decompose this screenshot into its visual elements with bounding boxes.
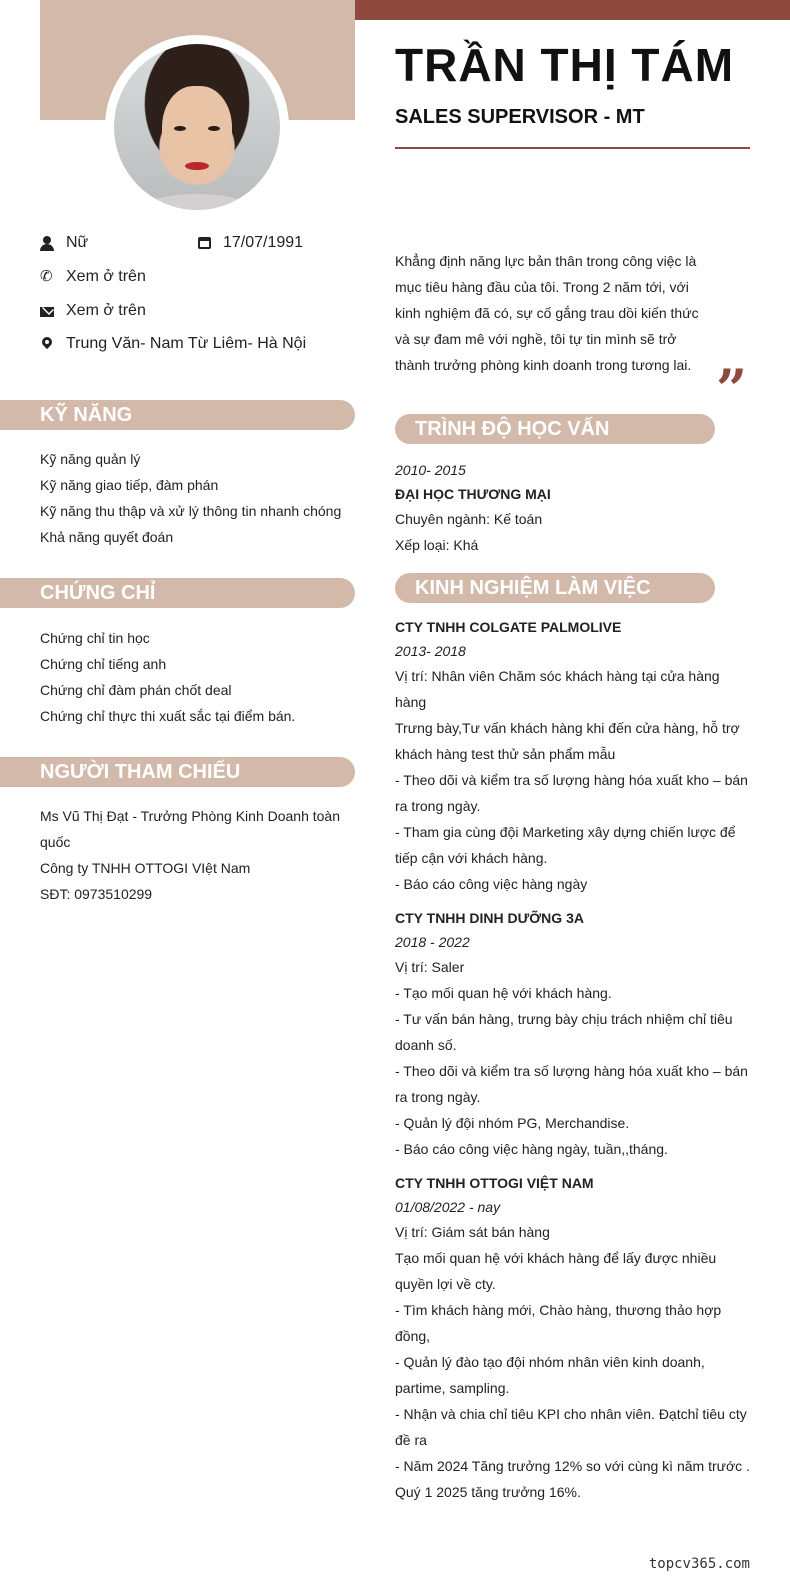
watermark: topcv365.com (648, 1556, 750, 1572)
job-period: 01/08/2022 - nay (395, 1199, 501, 1215)
job-line: - Tạo mối quan hệ với khách hàng. (395, 985, 612, 1001)
school-name: ĐẠI HỌC THƯƠNG MẠI (395, 486, 551, 502)
skills-list (40, 446, 350, 550)
references-list (40, 803, 350, 907)
job-entry (395, 615, 750, 897)
list-item: Kỹ năng thu thập và xử lý thông tin nhanh chóng (40, 503, 342, 519)
calendar-icon (198, 237, 211, 249)
email-value: Xem ở trên (66, 302, 146, 319)
job-line: - Báo cáo công việc hàng ngày, tuần,,tháng. (395, 1141, 668, 1157)
contact-phone (40, 268, 146, 286)
location-pin-icon (40, 337, 54, 351)
contact-email (40, 302, 146, 320)
references-heading: NGƯỜI THAM CHIẾU (0, 757, 355, 787)
title-divider (395, 147, 750, 149)
list-item: Ms Vũ Thị Đạt - Trưởng Phòng Kinh Doanh toàn quốc (40, 808, 341, 850)
contact-gender (40, 234, 88, 252)
job-period: 2013- 2018 (395, 643, 466, 659)
certificates-list (40, 625, 350, 729)
education-line: Chuyên ngành: Kế toán (395, 511, 543, 527)
job-line: Tạo mối quan hệ với khách hàng để lấy được nhiều quyền lợi về cty. (395, 1250, 717, 1292)
list-item: Kỹ năng giao tiếp, đàm phán (40, 477, 219, 493)
list-item: Công ty TNHH OTTOGI VIệt Nam (40, 860, 251, 876)
top-accent-bar (355, 0, 790, 20)
job-line: - Theo dõi và kiểm tra số lượng hàng hóa xuất kho – bán ra trong ngày. (395, 1063, 748, 1105)
list-item: SĐT: 0973510299 (40, 886, 153, 902)
user-icon (40, 236, 54, 250)
job-line: - Tư vấn bán hàng, trưng bày chịu trách nhiệm chỉ tiêu doanh số. (395, 1011, 733, 1053)
contact-birthday (198, 234, 303, 252)
job-line: Vị trí: Nhân viên Chăm sóc khách hàng tại cửa hàng hàng (395, 668, 720, 710)
list-item: Chứng chỉ đàm phán chốt deal (40, 682, 232, 698)
job-line: Vị trí: Giám sát bán hàng (395, 1224, 550, 1240)
avatar (114, 44, 280, 210)
experience-heading: KINH NGHIỆM LÀM VIỆC (395, 573, 715, 603)
company-name: CTY TNHH OTTOGI VIỆT NAM (395, 1175, 594, 1191)
list-item: Chứng chỉ tiếng anh (40, 656, 167, 672)
job-entry (395, 1171, 750, 1505)
gender-value: Nữ (66, 234, 89, 251)
job-line: - Tham gia cùng đội Marketing xây dựng chiến lược để tiếp cận với khách hàng. (395, 824, 736, 866)
job-entry (395, 906, 750, 1162)
education-line: Xếp loại: Khá (395, 537, 479, 553)
education-period: 2010- 2015 (395, 462, 466, 478)
job-line: Trưng bày,Tư vấn khách hàng khi đến cửa hàng, hỗ trợ khách hàng test thử sản phẩm mẫu (395, 720, 740, 762)
list-item: Chứng chỉ thực thi xuất sắc tại điểm bán. (40, 708, 296, 724)
avatar-shirt (134, 194, 260, 210)
avatar-eye (208, 126, 220, 131)
career-objective: Khẳng định năng lực bản thân trong công việc là mục tiêu hàng đầu của tôi. Trong 2 năm tới, với kinh nghiệm đã có, sự cố gắng trau dồi kiến thức và sự đam mê với nghề, tôi tự tin mình sẽ trở thành trưởng phòng kinh doanh trong tương lai. (395, 253, 699, 373)
certificates-heading: CHỨNG CHỈ (0, 578, 355, 608)
job-line: - Năm 2024 Tăng trưởng 12% so với cùng kì năm trước . Quý 1 2025 tăng trưởng 16%. (395, 1458, 750, 1500)
job-line: - Quản lý đào tạo đội nhóm nhân viên kinh doanh, partime, sampling. (395, 1354, 705, 1396)
phone-value: Xem ở trên (66, 268, 146, 285)
candidate-name: TRẦN THỊ TÁM (395, 39, 735, 91)
list-item: Khả năng quyết đoán (40, 529, 174, 545)
mail-icon (40, 307, 54, 317)
education-block (395, 458, 750, 558)
list-item: Kỹ năng quản lý (40, 451, 141, 467)
job-title: SALES SUPERVISOR - MT (395, 106, 645, 128)
education-heading: TRÌNH ĐỘ HỌC VẤN (395, 414, 715, 444)
quote-icon: ” (716, 357, 748, 421)
company-name: CTY TNHH COLGATE PALMOLIVE (395, 619, 622, 635)
avatar-lips (185, 162, 209, 170)
job-line: - Theo dõi và kiểm tra số lượng hàng hóa xuất kho – bán ra trong ngày. (395, 772, 748, 814)
job-period: 2018 - 2022 (395, 934, 470, 950)
job-line: - Báo cáo công việc hàng ngày (395, 876, 588, 892)
company-name: CTY TNHH DINH DƯỠNG 3A (395, 910, 584, 926)
skills-heading: KỸ NĂNG (0, 400, 355, 430)
job-line: - Nhận và chia chỉ tiêu KPI cho nhân viên. Đạtchỉ tiêu cty đề ra (395, 1406, 747, 1448)
job-line: - Quản lý đội nhóm PG, Merchandise. (395, 1115, 630, 1131)
list-item: Chứng chỉ tin học (40, 630, 150, 646)
job-line: Vị trí: Saler (395, 959, 465, 975)
contact-address (40, 335, 306, 353)
avatar-eye (174, 126, 186, 131)
job-line: - Tìm khách hàng mới, Chào hàng, thương thảo hợp đồng, (395, 1302, 722, 1344)
address-value: Trung Văn- Nam Từ Liêm- Hà Nội (66, 335, 307, 352)
birthday-value: 17/07/1991 (223, 234, 304, 251)
phone-icon: ✆ (40, 268, 53, 285)
